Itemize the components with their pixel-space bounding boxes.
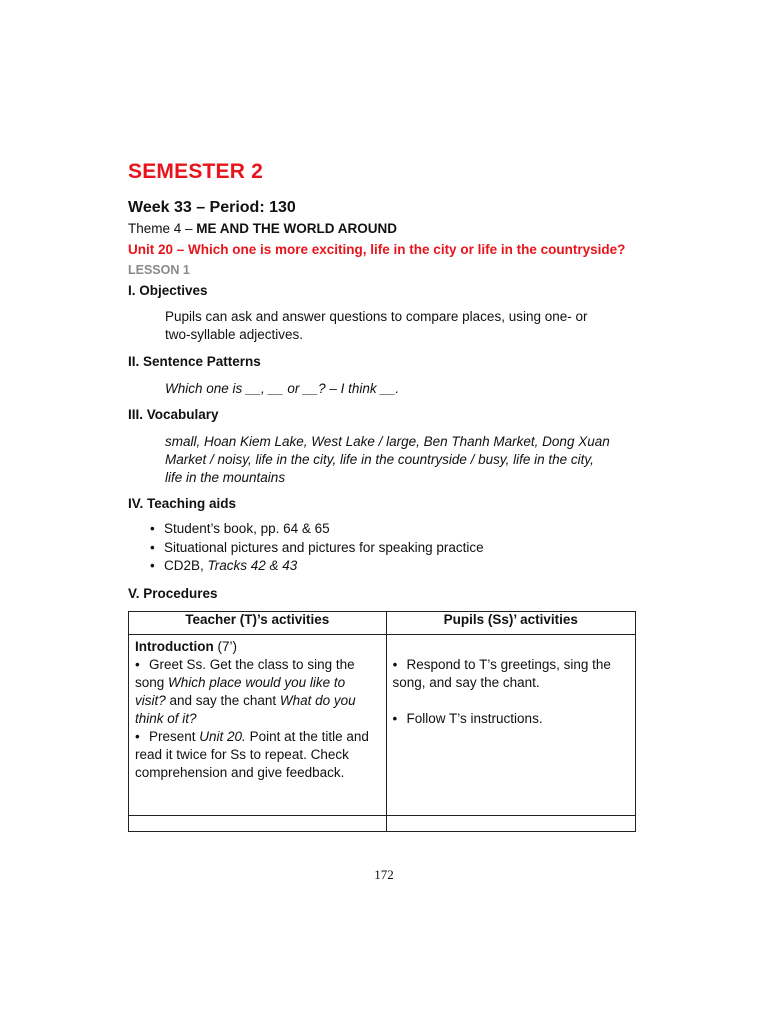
procedures-table: [128, 611, 636, 832]
teacher-step-1: • Greet Ss. Get the class to sing the song Which place would you like to visit? and say the chant What do you think of it?: [135, 657, 356, 726]
vocabulary-text: [165, 433, 635, 487]
page-number: 172: [374, 867, 394, 882]
table-row: [129, 816, 636, 832]
theme-prefix: Theme 4 –: [128, 221, 197, 236]
vocabulary-line-3: life in the mountains: [165, 470, 286, 485]
vocabulary-line-2: Market / noisy, life in the city, life in the countryside / busy, life in the city,: [165, 452, 594, 467]
empty-cell: [386, 816, 635, 832]
teacher-step-2: • Present Unit 20. Point at the title and read it twice for Ss to repeat. Check comprehension and give feedback.: [135, 729, 369, 780]
objectives-line-2: two-syllable adjectives.: [165, 327, 304, 342]
pupil-step-1: • Respond to T’s greetings, sing the song, and say the chant.: [392, 657, 611, 690]
objectives-line-1: Pupils can ask and answer questions to compare places, using one- or: [165, 309, 588, 324]
teaching-aids-list: [150, 520, 630, 576]
vocabulary-line-1: small, Hoan Kiem Lake, West Lake / large, Ben Thanh Market, Dong Xuan: [165, 434, 610, 449]
table-header-row: [129, 612, 636, 635]
objectives-heading: I. Objectives: [128, 283, 208, 298]
unit-title: Unit 20 – Which one is more exciting, life in the city or life in the countryside?: [128, 242, 626, 257]
theme-title: ME AND THE WORLD AROUND: [196, 221, 398, 236]
procedures-heading: V. Procedures: [128, 586, 218, 601]
patterns-text: Which one is __, __ or __? – I think __.: [165, 381, 400, 396]
introduction-label: Introduction (7’): [135, 639, 237, 654]
vocabulary-heading: III. Vocabulary: [128, 407, 219, 422]
list-item: • CD2B, Tracks 42 & 43: [150, 557, 630, 576]
pupil-step-2: • Follow T’s instructions.: [392, 711, 543, 726]
list-item: • Student’s book, pp. 64 & 65: [150, 520, 630, 539]
pupils-activities-cell: [386, 635, 635, 816]
patterns-heading: II. Sentence Patterns: [128, 354, 261, 369]
lesson-label: LESSON 1: [128, 263, 190, 277]
bullet-icon: •: [135, 657, 140, 672]
teacher-activities-cell: [129, 635, 387, 816]
bullet-icon: •: [392, 711, 398, 726]
teaching-aids-heading: IV. Teaching aids: [128, 496, 237, 511]
semester-heading: SEMESTER 2: [128, 160, 264, 183]
empty-cell: [129, 816, 387, 832]
teacher-column-header: Teacher (T)’s activities: [129, 612, 387, 635]
bullet-icon: •: [135, 729, 140, 744]
week-period-heading: Week 33 – Period: 130: [128, 199, 296, 216]
list-item: • Situational pictures and pictures for speaking practice: [150, 539, 630, 558]
theme-line: [128, 221, 397, 236]
bullet-icon: •: [392, 657, 398, 672]
pupils-column-header: Pupils (Ss)’ activities: [386, 612, 635, 635]
table-row: [129, 635, 636, 816]
objectives-text: [165, 308, 635, 344]
